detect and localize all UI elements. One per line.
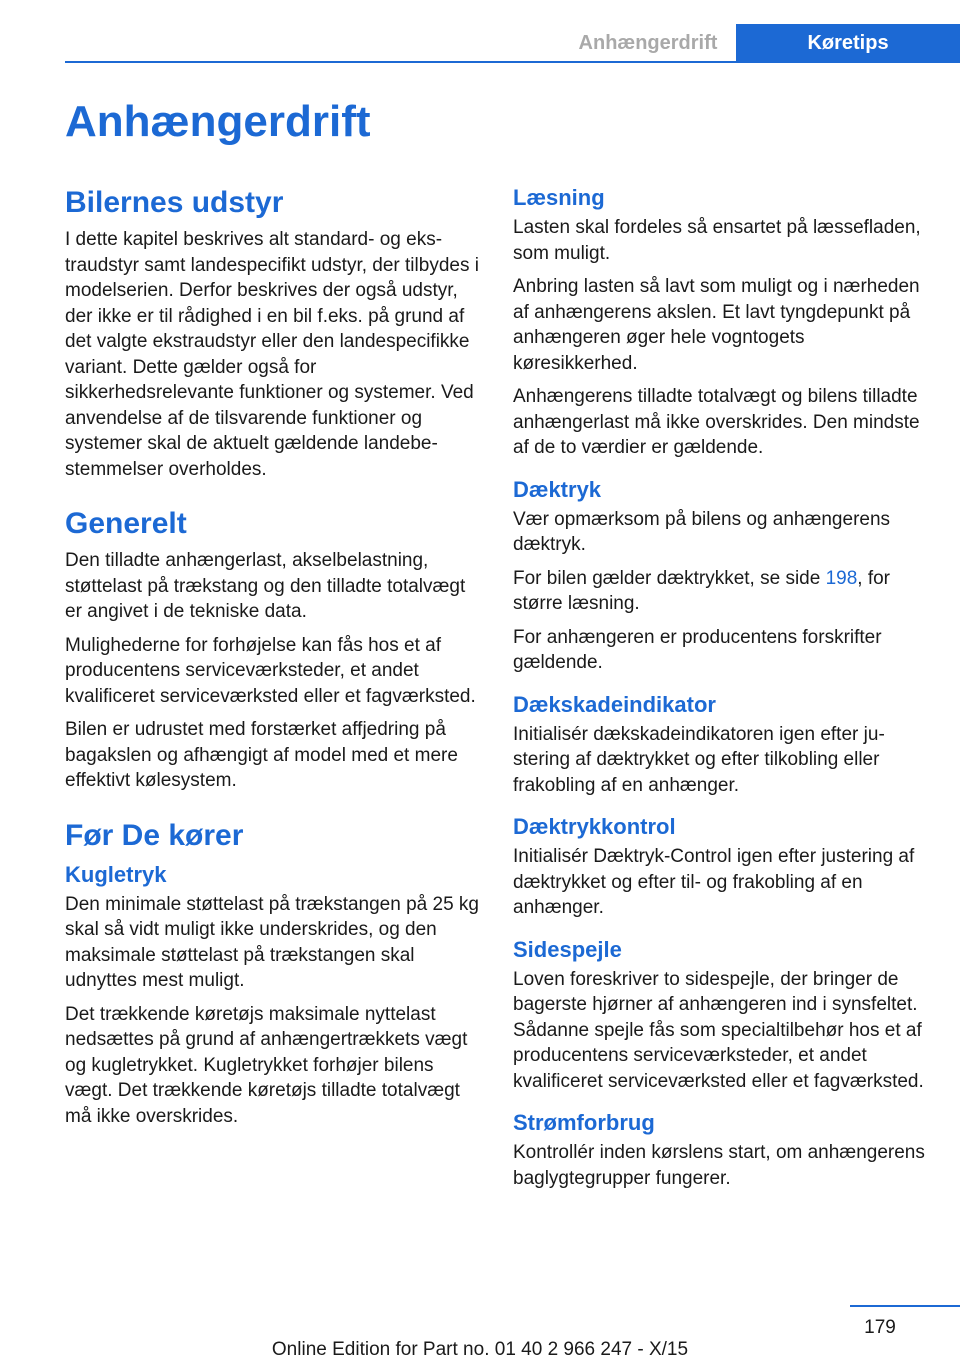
paragraph: Anbring lasten så lavt som muligt og i nærheden af anhængerens akslen. Et lavt tyngdepunkt på anhængeren øger hele vogntogets køresikkerhed.	[513, 276, 920, 374]
paragraph: Den minimale støttelast på trækstangen på 25 kg skal så vidt muligt ikke underskrides, og den maksimale støttelast på trækstangen skal udnyttes mest muligt.	[65, 893, 479, 991]
paragraph: Det trækkende køretøjs maksimale nyttelast nedsættes på grund af anhængertrækkets vægt og kugletrykket. Kugletrykket forhøjer bilens vægt. Det trækkende køretøjs tilladte totalvægt må ikke overskrides.	[65, 1003, 468, 1127]
page-number: 179	[864, 1317, 896, 1338]
paragraph: Bilen er udrustet med forstærket affjedring på bagakslen og afhængigt af model med et mere effektivt kølesystem.	[65, 719, 458, 791]
subheading-daektrykkontrol: Dæktrykkontrol	[513, 814, 676, 839]
section-heading-bilernes-udstyr: Bilernes udstyr	[65, 186, 284, 219]
paragraph: For anhængeren er producentens forskrifter gældende.	[513, 626, 882, 673]
paragraph: Vær opmærksom på bilens og anhængerens dæktryk.	[513, 508, 891, 555]
page-title: Anhængerdrift	[65, 97, 371, 146]
paragraph: Lasten skal fordeles så ensartet på læssefladen, som muligt.	[513, 217, 921, 264]
paragraph-with-link	[513, 566, 933, 617]
paragraph: Mulighederne for forhøjelse kan fås hos et af producentens serviceværksteder, et andet kvalificeret serviceværksted eller et fagværksted.	[65, 634, 476, 707]
section-heading-generelt: Generelt	[65, 507, 187, 540]
subheading-daektryk: Dæktryk	[513, 476, 602, 502]
paragraph: Initialisér Dæktryk-Control igen efter justering af dæktrykket og efter til- og frakobling af en anhænger.	[513, 846, 915, 918]
header-section-title: Anhængerdrift	[578, 32, 718, 54]
subheading-daekskadeindikator: Dækskadeindikator	[513, 691, 716, 717]
right-column	[513, 183, 933, 1199]
paragraph: I dette kapitel beskrives alt standard- og ekstraudstyr samt landespecifikt udstyr, der tilbydes i modelserien. Derfor beskrives der også udstyr, der ikke er til rådighed i en bil f.eks. på grund af det valgte ekstraudstyr eller den landespecifikke variant. Dette gælder også for sikkerhedsrelevante funktioner og systemer. Ved anvendelse af de tilsvarende funktioner og systemer skal de aktuelt gældende landebestemmelser overholdes.	[65, 229, 479, 480]
subheading-stroemforbrug: Strømforbrug	[513, 1110, 655, 1135]
page-reference-link[interactable]: 198	[825, 567, 858, 589]
footer-edition-text: Online Edition for Part no. 01 40 2 966 247 - X/15	[271, 1339, 689, 1360]
header-tab-koeretips[interactable]: Køretips	[736, 24, 960, 62]
subheading-kugletryk: Kugletryk	[65, 861, 167, 887]
header-divider	[65, 61, 960, 63]
subheading-laesning: Læsning	[513, 185, 605, 210]
paragraph: Anhængerens tilladte totalvægt og bilens tilladte anhængerlast må ikke overskrides. Den mindste af de to værdier er gældende.	[513, 386, 920, 458]
subheading-sidespejle: Sidespejle	[513, 936, 622, 962]
footer-divider	[850, 1305, 960, 1307]
section-heading-foer-de-koerer: Før De kører	[65, 818, 244, 852]
paragraph: Loven foreskriver to sidespejle, der bringer de bagerste hjørner af anhængeren ind i synsfeltet. Sådanne spejle fås som specialtilbehør hos et af producentens serviceværksteder, et andet kvalificeret serviceværksted eller et fagværksted.	[513, 968, 924, 1092]
text-fragment: , for større læsning.	[513, 567, 891, 614]
left-column	[65, 183, 483, 1137]
paragraph: Initialisér dækskadeindikatoren igen efter justering af dæktrykket og efter tilkobling eller frakobling af en anhænger.	[513, 723, 885, 796]
paragraph: Den tilladte anhængerlast, akselbelastning, støttelast på trækstang og den tilladte totalvægt er angivet i de tekniske data.	[65, 550, 466, 622]
paragraph: Kontrollér inden kørslens start, om anhængerens baglygtegrupper fungerer.	[513, 1142, 925, 1189]
text-fragment: For bilen gælder dæktrykket, se side	[513, 567, 826, 589]
